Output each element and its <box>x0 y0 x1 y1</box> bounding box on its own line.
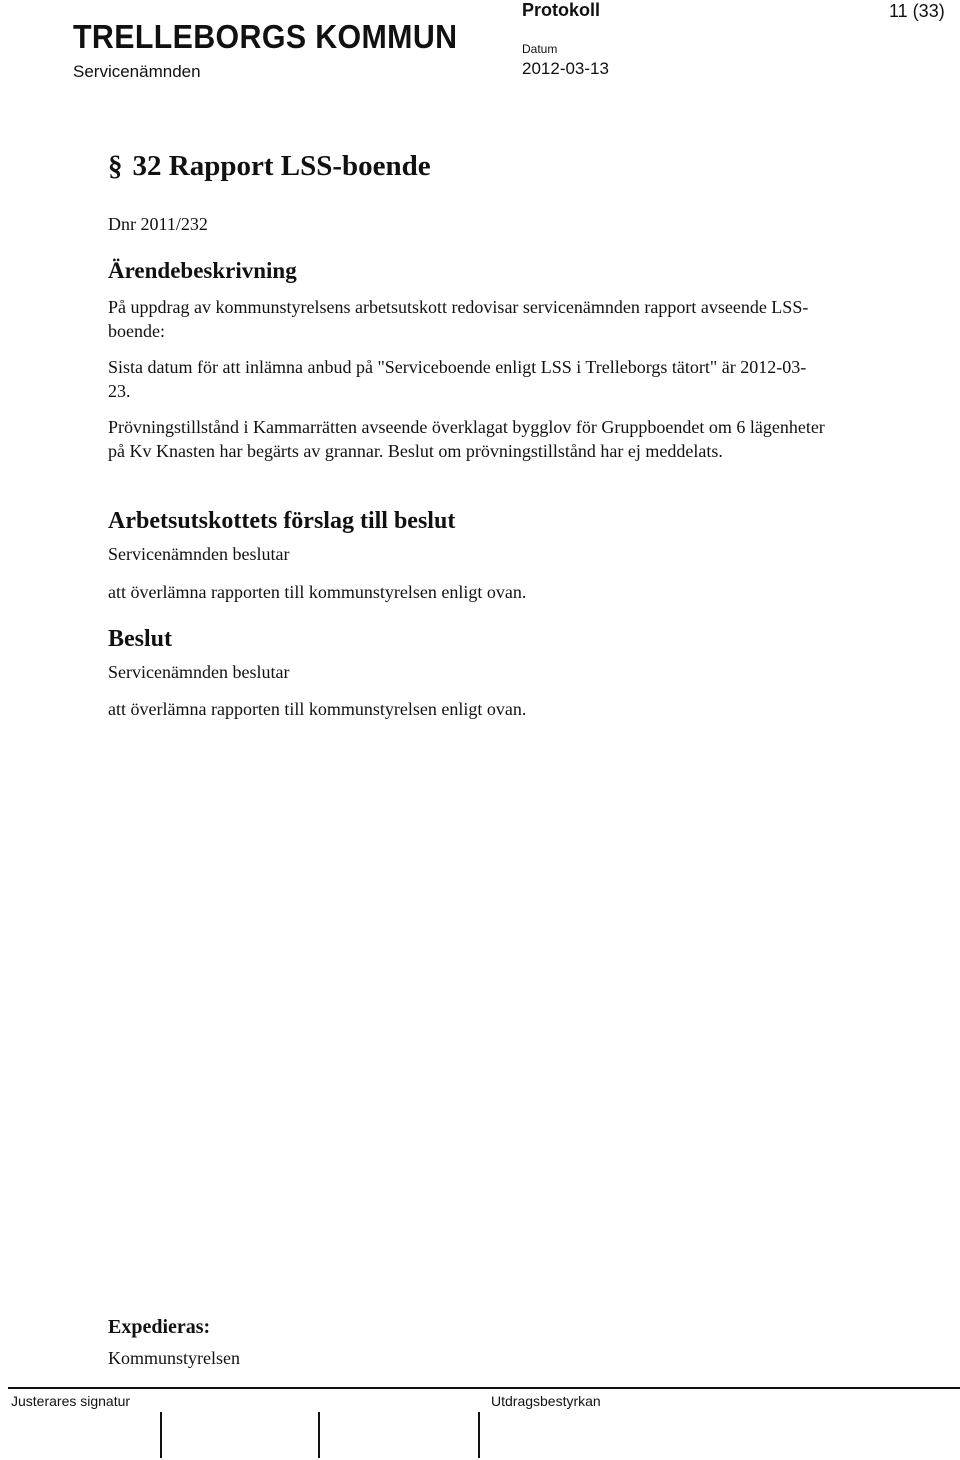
document-date: 2012-03-13 <box>522 59 609 78</box>
signature-box-divider <box>160 1412 162 1458</box>
section-title <box>108 150 431 183</box>
paragraph-2: Sista datum för att inlämna anbud på "Serviceboende enligt LSS i Trelleborgs tätort" är 2012-03-23. <box>108 357 807 401</box>
footer-divider <box>8 1387 960 1389</box>
date-label: Datum <box>522 42 558 56</box>
forslag-line-1: Servicenämnden beslutar <box>108 544 290 564</box>
heading-arendebeskrivning: Ärendebeskrivning <box>108 258 297 283</box>
beslut-line-1: Servicenämnden beslutar <box>108 662 290 682</box>
section-symbol: § <box>108 150 123 182</box>
expedieras-label: Expedieras: <box>108 1316 211 1338</box>
paragraph-1: På uppdrag av kommunstyrelsens arbetsutskott redovisar servicenämnden rapport avseende LSS-boende: <box>108 297 809 341</box>
committee-name: Servicenämnden <box>73 62 201 81</box>
beslut-line-2: att överlämna rapporten till kommunstyrelsen enligt ovan. <box>108 699 527 719</box>
signature-label: Justerares signatur <box>11 1393 131 1409</box>
document-type: Protokoll <box>522 0 601 20</box>
paragraph-3: Prövningstillstånd i Kammarrätten avseende överklagat bygglov för Gruppboendet om 6 lägenheter på Kv Knasten har begärts av grannar. Beslut om prövningstillstånd har ej meddelats. <box>108 417 825 461</box>
extract-label: Utdragsbestyrkan <box>491 1393 601 1409</box>
heading-forslag: Arbetsutskottets förslag till beslut <box>108 508 456 534</box>
heading-beslut: Beslut <box>108 626 173 652</box>
signature-box-divider <box>318 1412 320 1458</box>
section-title-text: 32 Rapport LSS-boende <box>132 150 431 182</box>
page-number: 11 (33) <box>889 1 945 21</box>
signature-box-divider <box>478 1412 480 1458</box>
expedieras-value: Kommunstyrelsen <box>108 1348 240 1368</box>
forslag-line-2: att överlämna rapporten till kommunstyrelsen enligt ovan. <box>108 582 527 602</box>
diary-number: Dnr 2011/232 <box>108 214 208 234</box>
organization-name: TRELLEBORGS KOMMUN <box>73 18 458 55</box>
